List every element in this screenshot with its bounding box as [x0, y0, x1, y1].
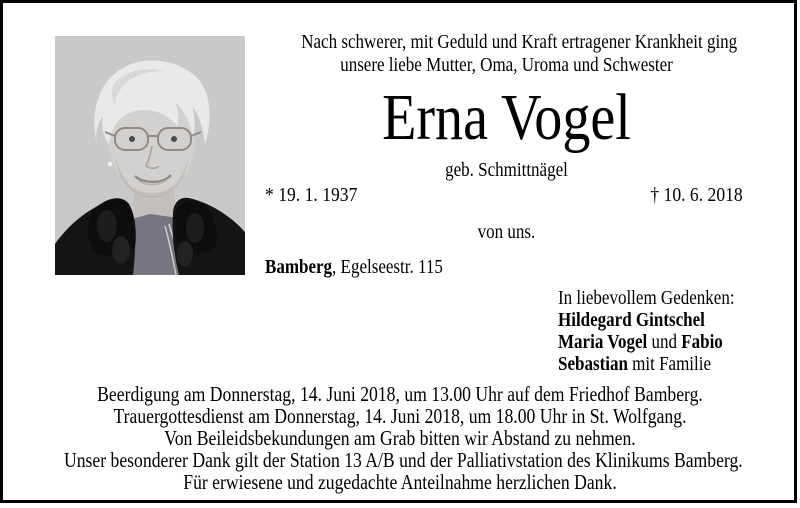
funeral-line-2: Trauergottesdienst am Donnerstag, 14. Juni 2018, um 18.00 Uhr in St. Wolfgang. [113, 404, 687, 428]
life-dates [265, 184, 748, 206]
intro-line-2: unsere liebe Mutter, Oma, Uroma und Schwester [340, 54, 673, 76]
announcement-column [265, 0, 748, 380]
mourner-name-3-bold: Sebastian [558, 353, 628, 375]
address-line [265, 256, 443, 278]
mourner-name-3-rest: mit Familie [627, 353, 712, 375]
mourner-name-3 [558, 353, 735, 375]
portrait-photo [55, 36, 245, 275]
mourner-name-2-bold2: Fabio [681, 331, 723, 353]
intro-line-1: Nach schwerer, mit Geduld und Kraft ertragener Krankheit ging [301, 31, 738, 53]
mourners-block [558, 287, 735, 375]
address-city: Bamberg [265, 256, 333, 278]
funeral-line-3: Von Beileidsbekundungen am Grab bitten wir Abstand zu nehmen. [164, 426, 636, 450]
mourner-name-2-mid: und [647, 331, 682, 353]
sentence-closing: von uns. [477, 221, 536, 243]
mourner-name-2 [558, 331, 735, 353]
death-date: † 10. 6. 2018 [650, 184, 743, 206]
funeral-line-5: Für erwiesene und zugedachte Anteilnahme herzlichen Dank. [183, 470, 617, 494]
funeral-details-block [64, 382, 743, 494]
address-street: , Egelseestr. 115 [332, 256, 443, 278]
intro-text [301, 31, 738, 77]
mourners-heading: In liebevollem Gedenken: [558, 287, 735, 309]
funeral-line-1: Beerdigung am Donnerstag, 14. Juni 2018, um 13.00 Uhr auf dem Friedhof Bamberg. [97, 382, 703, 406]
birth-date: * 19. 1. 1937 [265, 184, 358, 206]
mourner-name-1: Hildegard Gintschel [558, 309, 705, 331]
deceased-name: Erna Vogel [382, 81, 631, 154]
portrait-illustration [55, 36, 245, 275]
maiden-name: geb. Schmittnägel [445, 159, 568, 181]
mourner-name-2-bold: Maria Vogel [558, 331, 648, 353]
funeral-line-4: Unser besonderer Dank gilt der Station 13 A/B und der Palliativstation des Klinikums Bamberg. [64, 448, 743, 472]
